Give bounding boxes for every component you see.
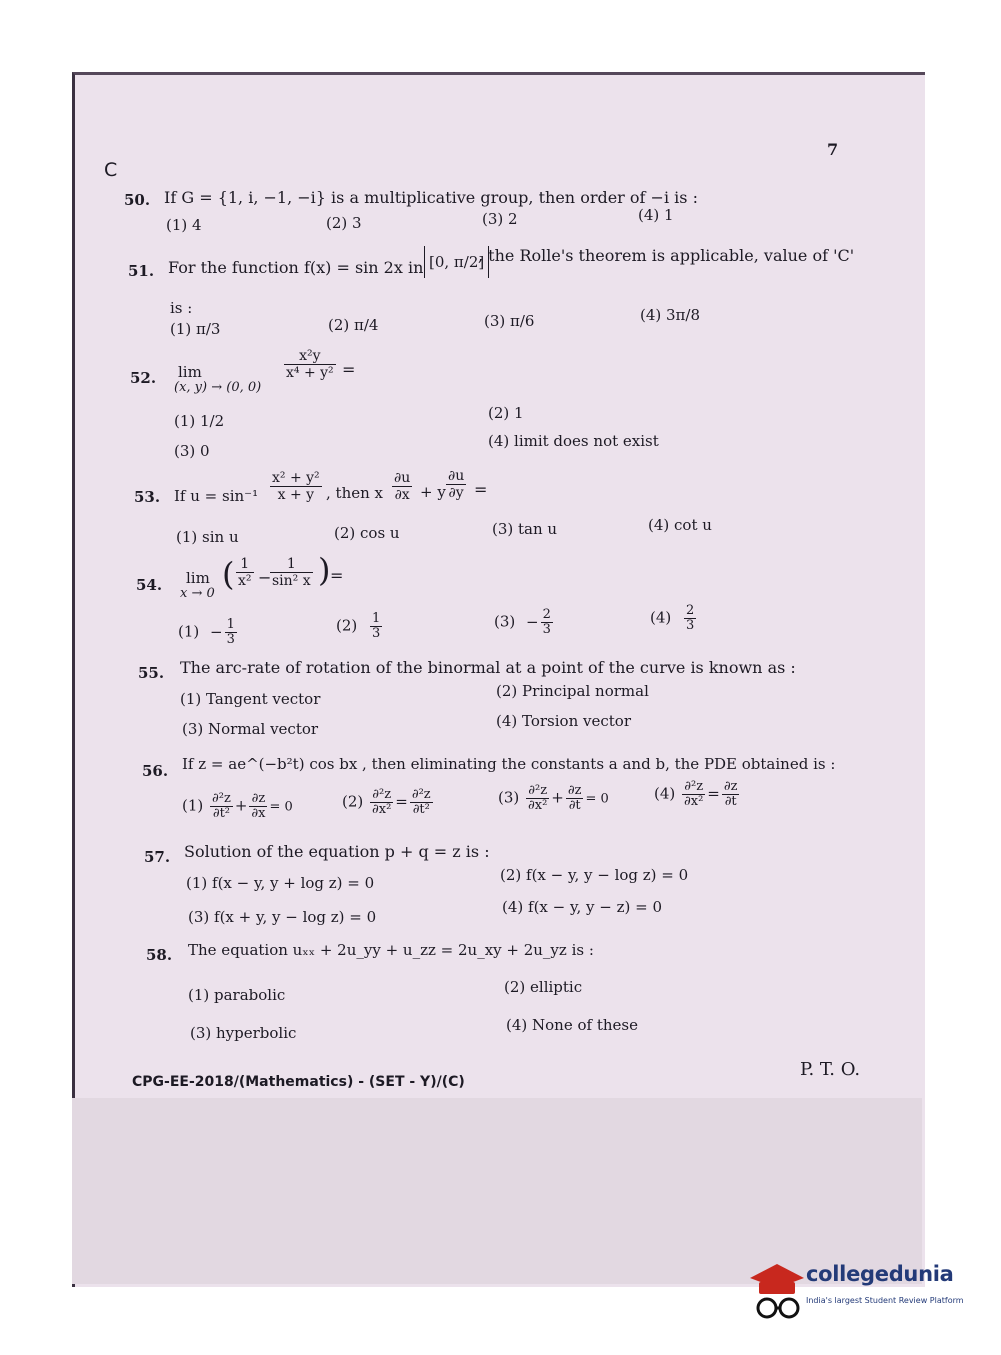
- numerator: ∂u: [448, 468, 465, 484]
- numerator: 1: [236, 556, 254, 573]
- denominator: ∂x²: [528, 798, 548, 813]
- denominator: ∂t: [568, 798, 581, 813]
- operator: =: [707, 784, 720, 803]
- denominator: 3: [226, 632, 235, 647]
- option-label: (3): [498, 788, 520, 807]
- limit-symbol: lim: [178, 363, 202, 381]
- option-tail: = 0: [585, 791, 609, 807]
- question-text-tail: is :: [170, 299, 193, 317]
- numerator: ∂²z: [682, 780, 705, 795]
- numerator: ∂u: [394, 470, 411, 486]
- option-tail: = 0: [269, 799, 293, 815]
- watermark-tagline: India's largest Student Review Platform: [806, 1296, 964, 1305]
- option-1: [178, 618, 239, 647]
- equals: =: [342, 360, 356, 379]
- question-number: 53.: [134, 488, 161, 506]
- option-1: (1) parabolic: [188, 986, 286, 1004]
- question-text: The arc-rate of rotation of the binormal at a point of the curve is known as :: [180, 658, 796, 677]
- option-3: (3) Normal vector: [182, 720, 319, 738]
- numerator: x² + y²: [272, 470, 320, 486]
- page-number: 7: [827, 140, 839, 159]
- fraction: [268, 470, 324, 503]
- option-3: (3) 0: [174, 442, 210, 460]
- option-4: (4) limit does not exist: [488, 432, 659, 450]
- option-2: (2) 1: [488, 404, 524, 422]
- option-sign: −: [526, 612, 539, 631]
- option-1: (1) f(x − y, y + log z) = 0: [186, 874, 375, 892]
- option-1: (1) 4: [166, 216, 202, 234]
- operator: =: [395, 792, 408, 811]
- denominator: x²: [238, 573, 252, 589]
- set-letter: C: [104, 159, 118, 181]
- denominator: 3: [372, 626, 381, 641]
- question-number: 52.: [130, 369, 157, 387]
- numerator: ∂²z: [212, 791, 231, 806]
- denominator: sin² x: [272, 573, 311, 589]
- numerator: ∂z: [723, 779, 738, 794]
- option-1: (1) 1/2: [174, 412, 225, 430]
- option-4: [654, 780, 741, 809]
- question-number: 54.: [136, 576, 163, 594]
- option-3: (3) tan u: [492, 520, 558, 538]
- option-4: (4) None of these: [506, 1016, 638, 1034]
- option-label: (2): [342, 792, 364, 811]
- option-2: (2) 3: [326, 214, 362, 232]
- numerator: 1: [226, 617, 235, 632]
- option-3: [498, 784, 609, 813]
- numerator: 1: [270, 556, 313, 573]
- numerator: ∂²z: [411, 787, 431, 802]
- option-4: (4) Torsion vector: [496, 712, 631, 730]
- option-label: (1): [182, 796, 204, 815]
- option-3: [494, 608, 555, 637]
- option-label: (2): [336, 616, 358, 635]
- question-number: 57.: [144, 848, 171, 866]
- option-4: (4) 3π/8: [640, 306, 701, 324]
- numerator: x²y: [284, 348, 336, 365]
- option-label: (4): [654, 784, 676, 803]
- partial-u-y: [444, 468, 468, 501]
- plus-y: + y: [420, 483, 446, 501]
- question-text: If z = ae^(−b²t) cos bx , then eliminating the constants a and b, the PDE obtained is :: [182, 755, 836, 773]
- footer-pto: P. T. O.: [800, 1059, 861, 1080]
- denominator: ∂t: [724, 794, 737, 809]
- limit-subscript: (x, y) → (0, 0): [174, 380, 262, 395]
- limit-symbol: lim: [186, 569, 210, 587]
- question-text-cont: , the Rolle's theorem is applicable, value of 'C': [478, 246, 855, 265]
- denominator: x + y: [277, 487, 315, 503]
- term-2: [268, 556, 315, 589]
- denominator: ∂x²: [372, 802, 392, 817]
- numerator: ∂²z: [526, 784, 549, 799]
- left-paren: (: [222, 555, 235, 593]
- fraction: [282, 348, 338, 381]
- numerator: 2: [542, 607, 551, 622]
- option-3: (3) f(x + y, y − log z) = 0: [188, 908, 377, 926]
- denominator: ∂x: [394, 487, 410, 503]
- option-4: (4) cot u: [648, 516, 712, 534]
- denominator: ∂t²: [412, 802, 430, 817]
- denominator: ∂x: [251, 806, 266, 821]
- denominator: ∂x²: [684, 794, 704, 809]
- footer-code: CPG-EE-2018/(Mathematics) - (SET - Y)/(C): [132, 1074, 465, 1090]
- option-2: [342, 788, 435, 817]
- option-2: (2) cos u: [334, 524, 400, 542]
- limit-subscript: x → 0: [180, 586, 215, 601]
- interval: [0, π/2]: [424, 246, 489, 278]
- numerator: ∂z: [567, 783, 582, 798]
- question-text: If u = sin⁻¹: [174, 487, 259, 505]
- numerator: ∂z: [249, 792, 267, 807]
- option-sign: −: [210, 622, 223, 641]
- right-paren: ): [318, 551, 331, 589]
- equals: =: [474, 480, 488, 499]
- option-2: (2) elliptic: [504, 978, 583, 996]
- numerator: 2: [686, 603, 695, 618]
- option-label: (3): [494, 612, 516, 631]
- partial-u-x: [390, 470, 414, 503]
- question-number: 50.: [124, 191, 151, 209]
- option-3: (3) hyperbolic: [190, 1024, 297, 1042]
- question-text: For the function f(x) = sin 2x in: [168, 258, 424, 277]
- denominator: ∂y: [448, 485, 464, 501]
- option-label: (1): [178, 622, 200, 641]
- question-text: Solution of the equation p + q = z is :: [184, 842, 490, 861]
- numerator: ∂²z: [370, 788, 393, 803]
- option-4: [650, 604, 698, 633]
- option-1: [182, 792, 293, 821]
- option-2: (2) f(x − y, y − log z) = 0: [500, 866, 689, 884]
- option-4: (4) f(x − y, y − z) = 0: [502, 898, 662, 916]
- option-label: (4): [650, 608, 672, 627]
- option-3: (3) π/6: [484, 312, 535, 330]
- watermark-brand: collegedunia: [806, 1262, 954, 1286]
- option-1: (1) Tangent vector: [180, 690, 321, 708]
- denominator: x⁴ + y²: [286, 365, 334, 381]
- question-text: If G = {1, i, −1, −i} is a multiplicative group, then order of −i is :: [164, 188, 698, 207]
- term-1: [234, 556, 256, 589]
- option-1: (1) sin u: [176, 528, 239, 546]
- numerator: 1: [372, 611, 381, 626]
- question-number: 58.: [146, 946, 173, 964]
- equals: =: [330, 566, 344, 585]
- question-number: 55.: [138, 664, 165, 682]
- denominator: ∂t²: [212, 806, 231, 821]
- denominator: 3: [542, 622, 551, 637]
- option-1: (1) π/3: [170, 320, 221, 338]
- denominator: 3: [686, 618, 695, 633]
- option-4: (4) 1: [638, 206, 674, 224]
- option-2: (2) π/4: [328, 316, 379, 334]
- operator: +: [234, 796, 248, 815]
- question-number: 56.: [142, 762, 169, 780]
- operator: +: [551, 788, 564, 807]
- option-3: (3) 2: [482, 210, 518, 228]
- question-text: The equation uₓₓ + 2u_yy + u_zz = 2u_xy + 2u_yz is :: [188, 941, 594, 959]
- option-2: (2) Principal normal: [496, 682, 649, 700]
- minus: −: [258, 568, 272, 587]
- question-number: 51.: [128, 262, 155, 280]
- option-2: [336, 612, 384, 641]
- question-text-cont: , then x: [326, 484, 383, 502]
